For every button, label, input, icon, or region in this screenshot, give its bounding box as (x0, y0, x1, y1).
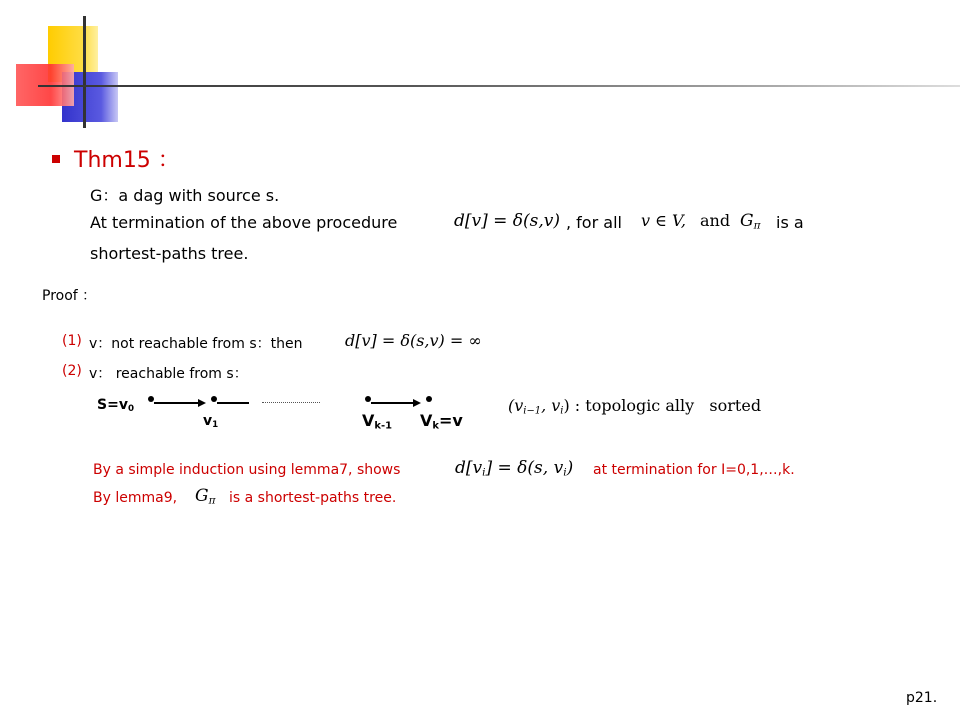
equation-v-in-V: v ∈ V, (641, 211, 686, 230)
node-s-label: $S=v_0$ (97, 397, 134, 415)
statement-line-2-a: At termination of the above procedure (90, 213, 398, 232)
induction-line-1-b: at termination for I=0,1,…,k. (593, 462, 795, 478)
equation-g-pi: $G_\pi$ (740, 211, 761, 232)
node-v1-label: $v_1$ (203, 413, 219, 431)
arrow-vk1-vk-icon (413, 399, 421, 407)
node-vk1-label: $V_{k-1}$ (362, 411, 392, 432)
induction-line-1-a: By a simple induction using lemma7, shows (93, 462, 401, 478)
equation-topologic-sorted: ($v_{i-1}$, $v_i$) : topologic ally sorted (508, 396, 762, 417)
statement-line-2-b: , for all (566, 213, 622, 232)
induction-line-2-a: By lemma9, (93, 490, 178, 506)
equation-infinity: d[v] = δ(s,v) = ∞ (345, 331, 482, 350)
node-vk-dot (426, 396, 432, 402)
dotted-path (262, 402, 320, 403)
edge-s-v1 (154, 402, 200, 404)
case-1-text: v：not reachable from s：then (89, 336, 303, 352)
equation-and: and (700, 211, 731, 230)
equation-d-v-equals-delta: d[v] = δ(s,v) (454, 211, 561, 231)
equation-d-vi: $d[v_i] = \delta(s$, $v_i$) (455, 458, 574, 479)
node-vk-label: $V_k=v$ (420, 411, 463, 432)
proof-label: Proof ： (42, 288, 97, 304)
arrow-s-v1-icon (198, 399, 206, 407)
page-number: p21. (906, 690, 938, 706)
statement-line-3: shortest-paths tree. (90, 244, 249, 263)
edge-vk1-vk (371, 402, 415, 404)
statement-line-2-c: is a (776, 213, 804, 232)
equation-g-pi-2: $G_\pi$ (195, 486, 216, 507)
case-2-number: (2) (62, 363, 82, 379)
case-2-text: v： reachable from s： (89, 366, 248, 382)
induction-line-2-b: is a shortest-paths tree. (229, 490, 397, 506)
case-1-number: (1) (62, 333, 82, 349)
edge-v1-continue (217, 402, 249, 404)
theorem-title: Thm15 ： (74, 148, 180, 173)
statement-line-1: G：a dag with source s. (90, 186, 280, 205)
